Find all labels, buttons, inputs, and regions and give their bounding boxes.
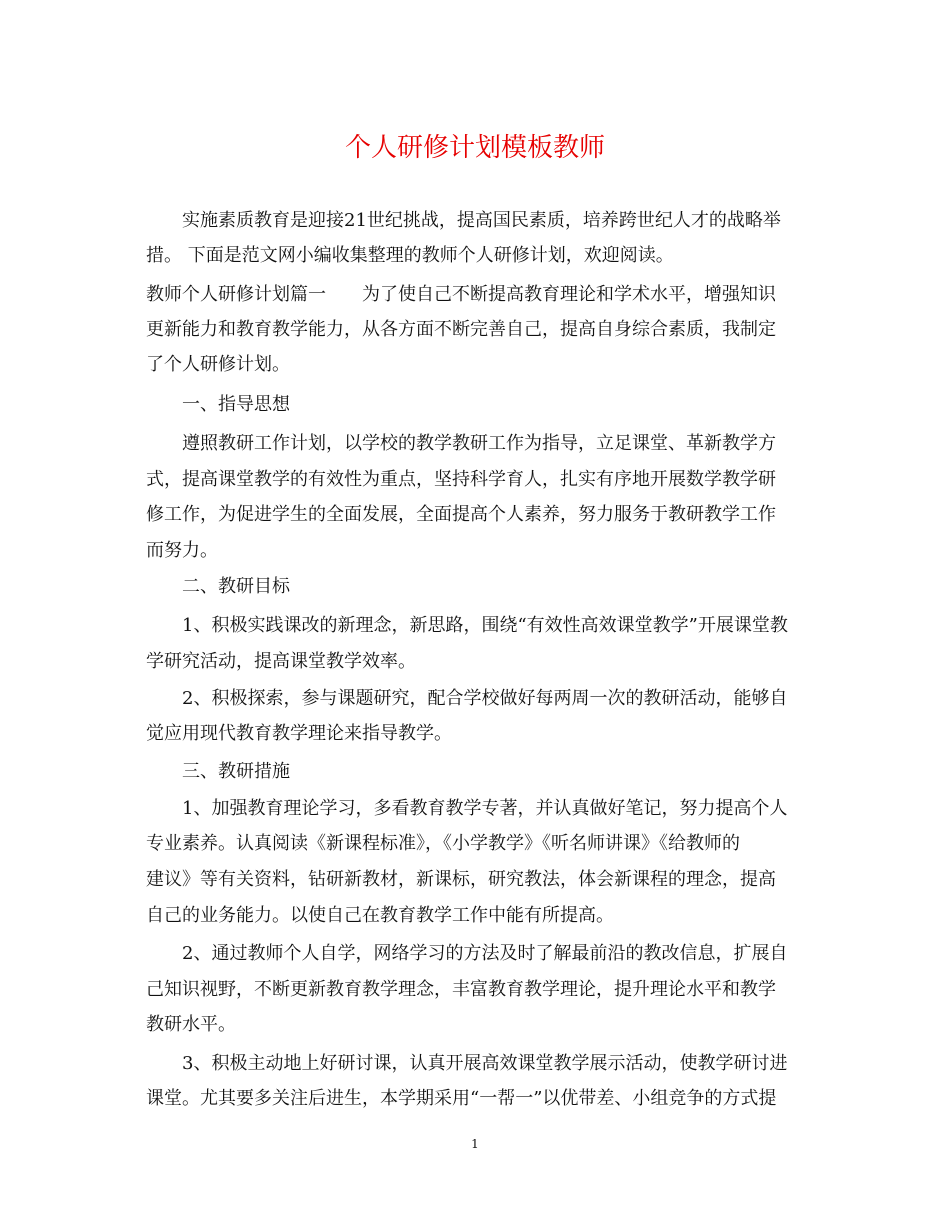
body-line: 己知识视野，不断更新教育教学理念，丰富教育教学理论，提升理论水平和教学 [146,979,776,1000]
body-line: 教研水平。 [146,1014,236,1035]
section-heading: 一、指导思想 [182,394,290,415]
body-line: 1、积极实践课改的新理念，新思路，围绕“有效性高效课堂教学”开展课堂教 [182,615,788,636]
body-line: 2、积极探索，参与课题研究，配合学校做好每两周一次的教研活动，能够自 [182,688,788,709]
body-line: 更新能力和教育教学能力，从各方面不断完善自己，提高自身综合素质，我制定 [146,319,776,340]
body-line: 1、加强教育理论学习，多看教育教学专著，并认真做好笔记，努力提高个人 [182,798,788,819]
body-line: 教师个人研修计划篇一 为了使自己不断提高教育理论和学术水平，增强知识 [146,284,776,305]
body-line: 式，提高课堂教学的有效性为重点，坚持科学育人，扎实有序地开展数学教学研 [146,469,776,490]
page-number: 1 [471,1137,479,1151]
section-heading: 三、教研措施 [182,761,290,782]
body-line: 专业素养。认真阅读《新课程标准》，《小学教学》《听名师讲课》《给教师的 [146,833,740,854]
body-line: 而努力。 [146,540,218,561]
body-line: 实施素质教育是迎接21世纪挑战，提高国民素质，培养跨世纪人才的战略举 [182,210,781,231]
body-line: 课堂。尤其要多关注后进生，本学期采用“一帮一”以优带差、小组竞争的方式提 [146,1088,777,1109]
body-line: 修工作，为促进学生的全面发展，全面提高个人素养，努力服务于教研教学工作 [146,504,776,525]
document-title: 个人研修计划模板教师 [344,133,605,163]
body-line: 2、通过教师个人自学，网络学习的方法及时了解最前沿的教改信息，扩展自 [182,943,788,964]
body-line: 措。 下面是范文网小编收集整理的教师个人研修计划，欢迎阅读。 [146,245,674,266]
body-line: 觉应用现代教育教学理论来指导教学。 [146,723,452,744]
section-heading: 二、教研目标 [182,576,290,597]
body-line: 学研究活动，提高课堂教学效率。 [146,651,416,672]
body-line: 3、积极主动地上好研讨课，认真开展高效课堂教学展示活动，使教学研讨进 [182,1053,788,1074]
body-line: 了个人研修计划。 [146,354,290,375]
body-line: 自己的业务能力。以使自己在教育教学工作中能有所提高。 [146,905,614,926]
body-line: 遵照教研工作计划，以学校的教学教研工作为指导，立足课堂、革新教学方 [182,433,776,454]
body-line: 建议》等有关资料，钻研新教材，新课标，研究教法，体会新课程的理念，提高 [146,869,776,890]
